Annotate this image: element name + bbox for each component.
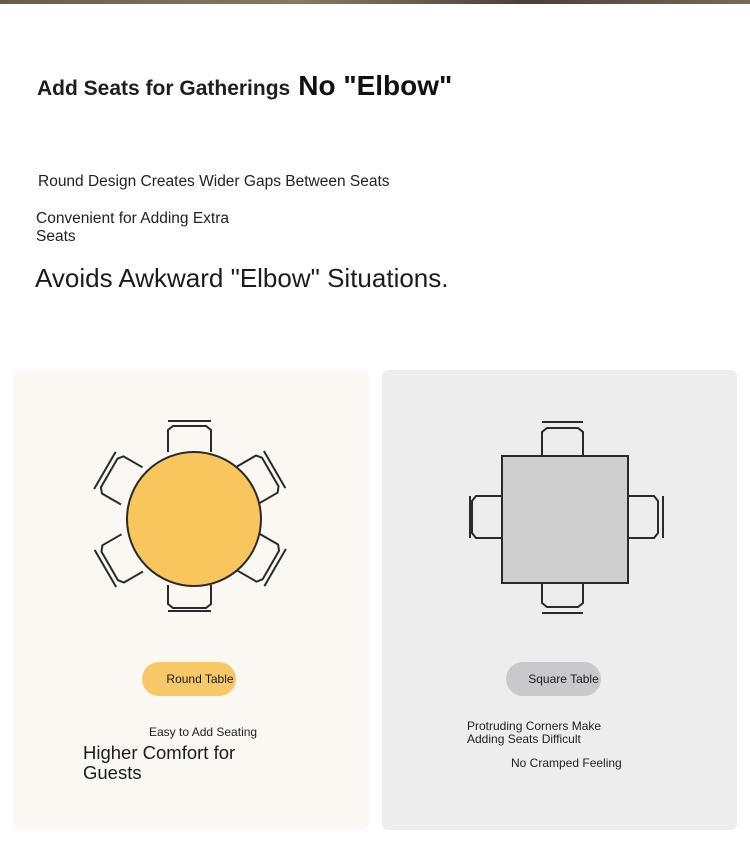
square-chair-top	[542, 422, 583, 456]
square-benefit: No Cramped Feeling	[511, 756, 622, 770]
heading-accent: No "Elbow"	[298, 70, 453, 101]
round-chair-top	[168, 421, 211, 452]
round-note: Easy to Add Seating	[149, 725, 258, 739]
square-table-top	[502, 456, 628, 583]
round-table-label: Round Table	[142, 662, 236, 696]
square-chair-right	[628, 496, 663, 538]
intro-line-3: Avoids Awkward "Elbow" Situations.	[35, 263, 449, 293]
round-table-top	[127, 452, 261, 586]
square-table-label: Square Table	[506, 662, 601, 696]
square-chair-left	[470, 496, 502, 538]
heading-main: Add Seats for Gatherings	[37, 77, 291, 100]
square-chair-bottom	[542, 583, 583, 613]
intro-line-1: Round Design Creates Wider Gaps Between Seats	[38, 173, 390, 190]
intro-line-2: Convenient for Adding Extra Seats	[36, 210, 230, 245]
square-note: Protruding Corners Make Adding Seats Difficult	[467, 719, 602, 746]
round-benefit: Higher Comfort for Guests	[83, 742, 236, 783]
round-chair-bottom	[168, 585, 211, 611]
